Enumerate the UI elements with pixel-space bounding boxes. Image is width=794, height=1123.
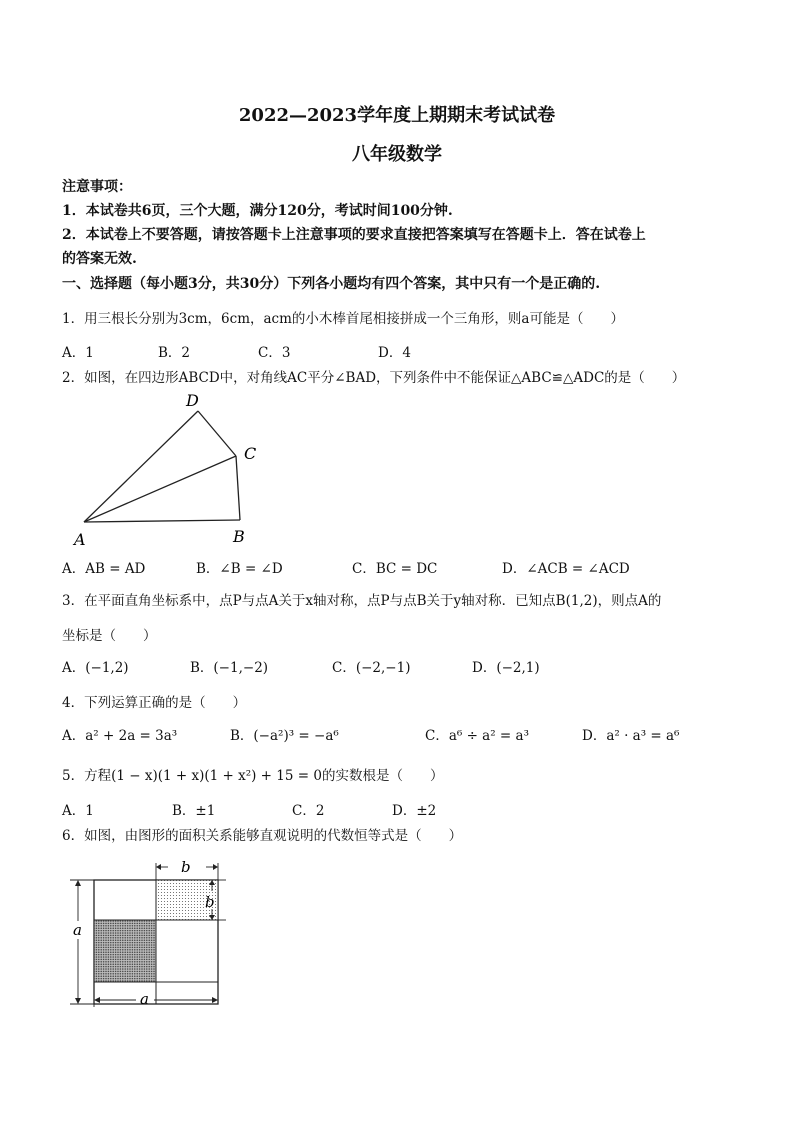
notes-item: 2．本试卷上不要答题，请按答题卡上注意事项的要求直接把答案填写在答题卡上．答在试卷上 xyxy=(62,227,646,243)
question-1-stem: 1．用三根长分别为3cm，6cm，acm的小木棒首尾相接拼成一个三角形，则a可能是（ ） xyxy=(62,311,624,327)
quadrilateral-figure xyxy=(70,385,270,550)
option-c: C．BC = DC xyxy=(352,561,438,577)
option-c: C．2 xyxy=(292,803,325,819)
question-3-stem-cont: 坐标是（ ） xyxy=(62,628,157,644)
option-a: A．1 xyxy=(62,345,94,361)
notes-heading: 注意事项： xyxy=(62,179,132,195)
notes-item: 1．本试卷共6页，三个大题，满分120分，考试时间100分钟. xyxy=(62,203,453,219)
question-6-stem: 6．如图，由图形的面积关系能够直观说明的代数恒等式是（ ） xyxy=(62,828,463,844)
option-c: C．(−2,−1) xyxy=(332,660,411,676)
edge-dc xyxy=(198,411,236,456)
label-a-bottom: a xyxy=(140,990,149,1008)
label-c: C xyxy=(244,444,257,463)
label-a: A xyxy=(74,530,86,549)
arrow-head xyxy=(156,864,161,870)
option-b: B．±1 xyxy=(172,803,216,819)
option-a: A．a² + 2a = 3a³ xyxy=(62,728,178,744)
option-b: B．(−a²)³ = −a⁶ xyxy=(230,728,339,744)
option-b: B．2 xyxy=(158,345,191,361)
arrow-head xyxy=(75,880,81,886)
edge-cb xyxy=(236,456,240,520)
label-a-left: a xyxy=(73,921,82,939)
option-a: A．(−1,2) xyxy=(62,660,129,676)
edge-ad xyxy=(84,411,198,522)
option-d: D．∠ACB = ∠ACD xyxy=(502,561,630,577)
option-a: A．1 xyxy=(62,803,94,819)
option-d: D．a² · a³ = a⁶ xyxy=(582,728,680,744)
option-d: D．4 xyxy=(378,345,411,361)
edge-ab xyxy=(84,520,240,522)
option-a: A．AB = AD xyxy=(62,561,146,577)
section-heading: 一、选择题（每小题3分，共30分）下列各小题均有四个答案，其中只有一个是正确的. xyxy=(62,276,601,292)
shaded-square xyxy=(94,920,156,982)
arrow-head xyxy=(213,864,218,870)
square-area-figure xyxy=(64,855,234,1010)
exam-title: 2022—2023学年度上期期末考试试卷 xyxy=(238,105,556,126)
diagonal-ac xyxy=(84,456,236,522)
question-4-stem: 4．下列运算正确的是（ ） xyxy=(62,695,247,711)
question-3-stem: 3．在平面直角坐标系中，点P与点A关于x轴对称，点P与点B关于y轴对称．已知点B(1,2)，则点A的 xyxy=(62,593,662,609)
option-c: C．3 xyxy=(258,345,291,361)
question-5-stem: 5．方程(1 − x)(1 + x)(1 + x²) + 15 = 0的实数根是（ ） xyxy=(62,768,444,784)
option-d: D．±2 xyxy=(392,803,437,819)
bottom-dimension xyxy=(64,990,234,1022)
notes-item: 的答案无效. xyxy=(62,251,137,267)
label-b-right: b xyxy=(205,893,215,911)
option-d: D．(−2,1) xyxy=(472,660,540,676)
label-b-top: b xyxy=(181,858,191,876)
option-b: B．∠B = ∠D xyxy=(196,561,283,577)
label-b: B xyxy=(233,527,245,546)
exam-subtitle: 八年级数学 xyxy=(352,144,442,165)
option-b: B．(−1,−2) xyxy=(190,660,269,676)
option-c: C．a⁶ ÷ a² = a³ xyxy=(425,728,529,744)
question-2-stem: 2．如图，在四边形ABCD中，对角线AC平分∠BAD，下列条件中不能保证△ABC≌△ADC的是（ ） xyxy=(62,370,686,386)
label-d: D xyxy=(186,391,199,410)
